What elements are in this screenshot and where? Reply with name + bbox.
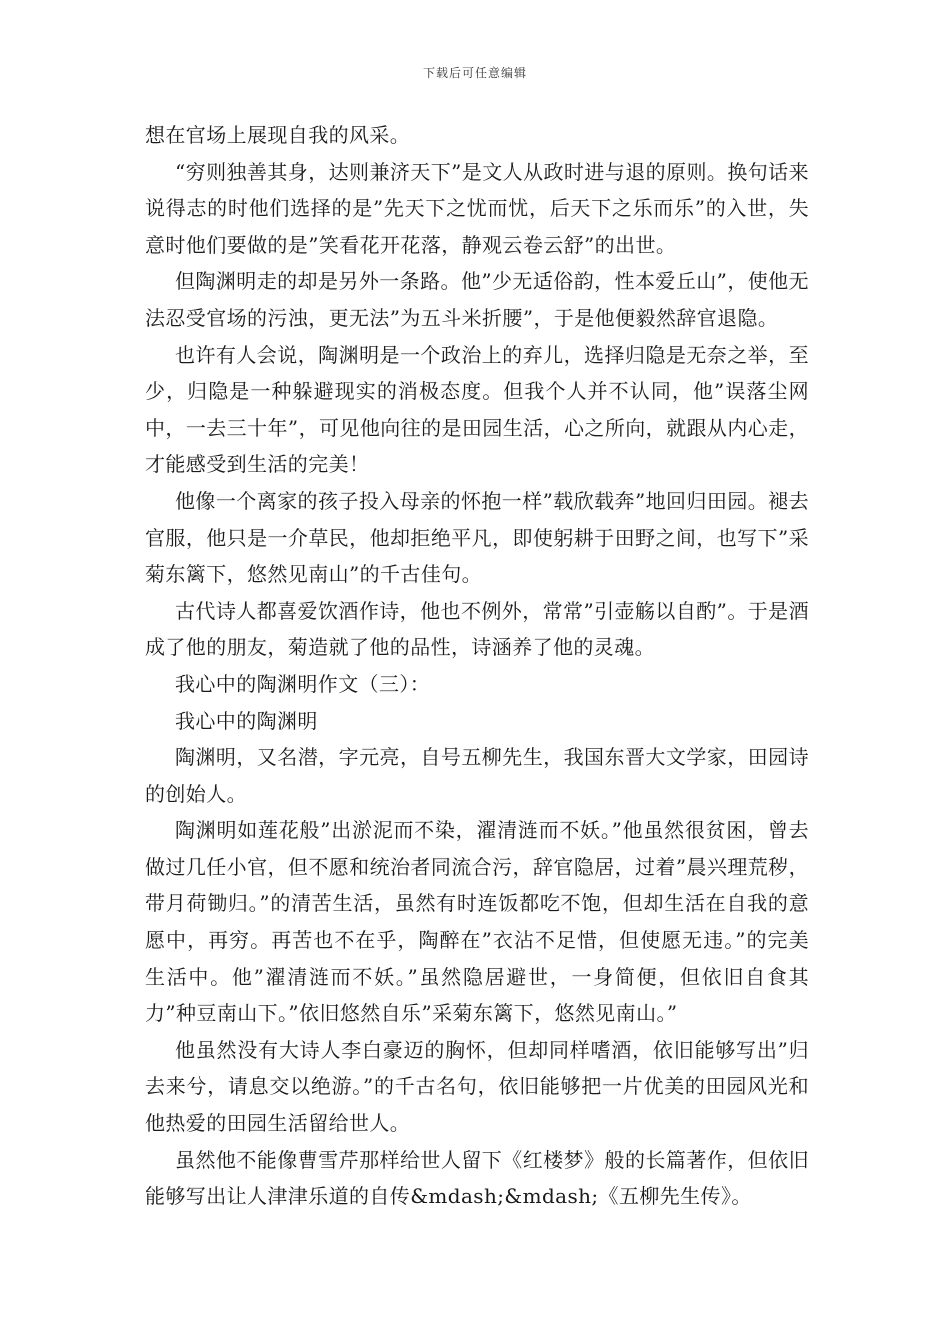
paragraph: 陶渊明如莲花般”出淤泥而不染，濯清涟而不妖。”他虽然很贫困，曾去做过几任小官，但不愿和统治者同流合污，辞官隐居，过着”晨兴理荒秽，带月荷锄归。”的清苦生活，虽然有时连饭都吃不饱，但却生活在自我的意愿中，再穷。再苦也不在乎，陶醉在”衣沾不足惜，但使愿无违。”的完美生活中。他”濯清涟而不妖。”虽然隐居避世，一身简便，但依旧自食其力”种豆南山下。”依旧悠然自乐”采菊东篱下，悠然见南山。”	[145, 818, 809, 1026]
paragraph: “穷则独善其身，达则兼济天下”是文人从政时进与退的原则。换句话来说得志的时他们选择的是”先天下之忧而忧，后天下之乐而乐”的入世，失意时他们要做的是”笑看花开花落，静观云卷云舒”的出世。	[145, 159, 809, 257]
document-body	[145, 117, 809, 1215]
paragraph: 陶渊明，又名潜，字元亮，自号五柳先生，我国东晋大文学家，田园诗的创始人。	[145, 745, 809, 806]
paragraph: 他虽然没有大诗人李白豪迈的胸怀，但却同样嗜酒，依旧能够写出”归去来兮，请息交以绝游。”的千古名句，依旧能够把一片优美的田园风光和他热爱的田园生活留给世人。	[145, 1037, 809, 1136]
page-header: 下载后可任意编辑	[422, 66, 527, 80]
paragraph: 但陶渊明走的却是另外一条路。他”少无适俗韵，性本爱丘山”，使他无法忍受官场的污浊，更无法”为五斗米折腰”，于是他便毅然辞官退隐。	[145, 269, 809, 330]
paragraph: 也许有人会说，陶渊明是一个政治上的弃儿，选择归隐是无奈之举，至少，归隐是一种躲避现实的消极态度。但我个人并不认同，他”误落尘网中，一去三十年”，可见他向往的是田园生活，心之所向，就跟从内心走，才能感受到生活的完美！	[145, 342, 809, 477]
paragraph: 他像一个离家的孩子投入母亲的怀抱一样”载欣载奔”地回归田园。褪去官服，他只是一介草民，他却拒绝平凡，即使躬耕于田野之间，也写下”采菊东篱下，悠然见南山”的千古佳句。	[145, 488, 809, 587]
paragraph: 古代诗人都喜爱饮酒作诗，他也不例外，常常”引壶觞以自酌”。于是酒成了他的朋友，菊造就了他的品性，诗涵养了他的灵魂。	[145, 598, 809, 660]
paragraph: 想在官场上展现自我的风采。	[145, 123, 411, 147]
paragraph: 虽然他不能像曹雪芹那样给世人留下《红楼梦》般的长篇著作，但依旧能够写出让人津津乐道的自传&mdash;&mdash;《五柳先生传》。	[145, 1147, 809, 1209]
essay-title: 我心中的陶渊明	[175, 708, 318, 733]
section-heading: 我心中的陶渊明作文（三）：	[175, 671, 431, 696]
